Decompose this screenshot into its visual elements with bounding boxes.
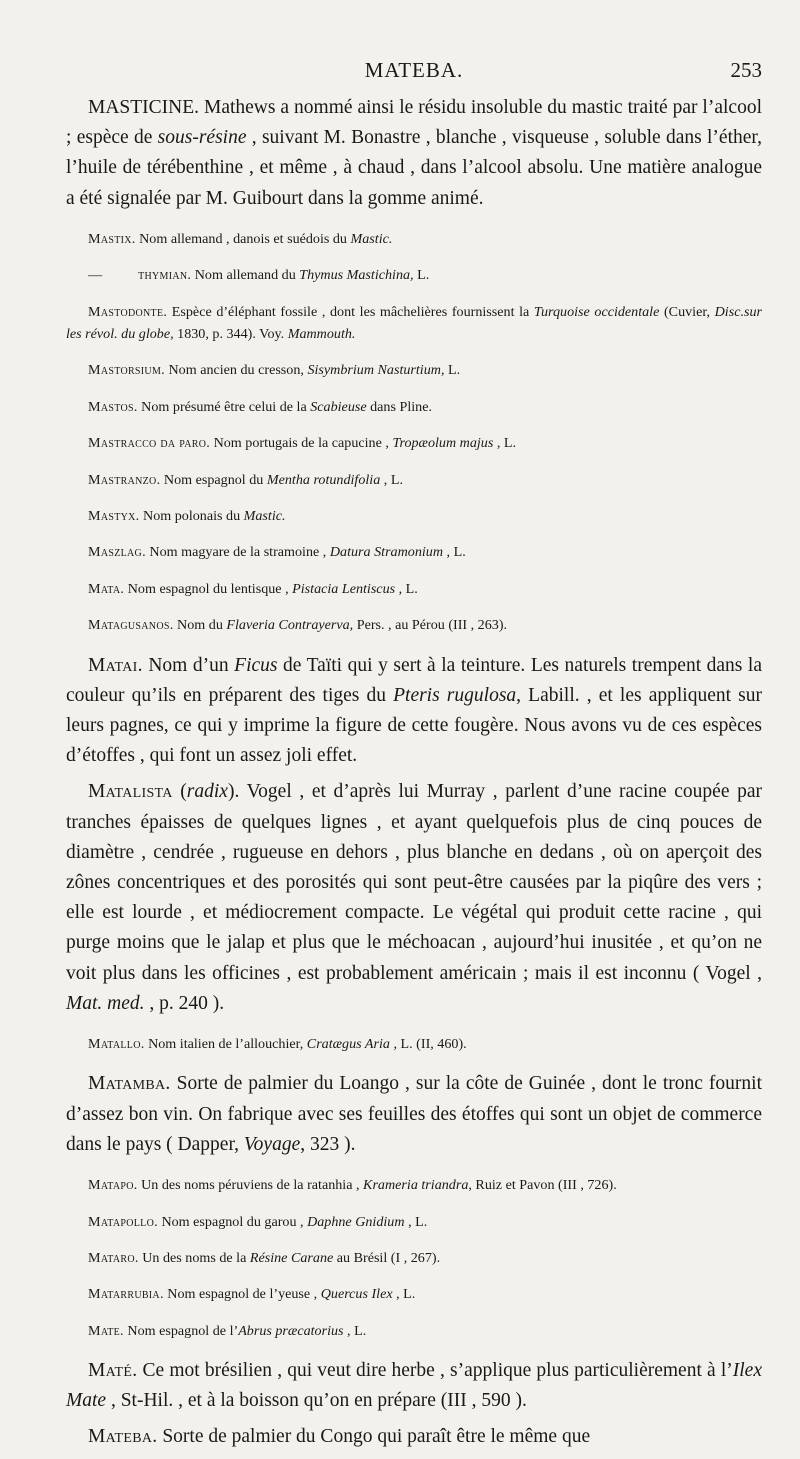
entry-mastodonte: Mastodonte. Espèce d’éléphant fossile , dont les mâchelières fournissent la Turquoise occidentale (Cuvier, Disc.sur les révol. du globe, 1830, p. 344). Voy. Mammouth.: [66, 303, 762, 342]
entry-headword: Mastranzo.: [88, 471, 161, 488]
entry-headword: Mastyx.: [88, 507, 140, 524]
entry-headword: Mate.: [88, 1322, 124, 1339]
entry-maszlag: Maszlag. Nom magyare de la stramoine , Datura Stramonium , L.: [88, 544, 466, 561]
document-page: [66, 58, 762, 1459]
entry-matapollo: Matapollo. Nom espagnol du garou , Daphne Gnidium , L.: [88, 1213, 428, 1230]
entry-headword: Maté.: [88, 1360, 138, 1382]
entry-matallo: Matallo. Nom italien de l’allouchier, Cratægus Aria , L. (II, 460).: [88, 1036, 467, 1053]
entry-matarrubia: Matarrubia. Nom espagnol de l’yeuse , Quercus Ilex , L.: [88, 1286, 416, 1303]
entry-headword: Mastorsium.: [88, 362, 165, 379]
entry-mate-bresilien: Maté. Ce mot brésilien , qui veut dire herbe , s’applique plus particulièrement à l’Ilex Mate , St-Hil. , et à la boisson qu’on en prépare (III , 590 ).: [66, 1360, 762, 1412]
entry-headword: Mataro.: [88, 1249, 139, 1266]
entry-headword: Matamba.: [88, 1073, 171, 1095]
entry-mastos: Mastos. Nom présumé être celui de la Scabieuse dans Pline.: [88, 398, 432, 415]
entry-mata: Mata. Nom espagnol du lentisque , Pistacia Lentiscus , L.: [88, 580, 418, 597]
entry-headword: Mastodonte.: [88, 303, 168, 320]
running-head: [66, 58, 762, 90]
entry-headword: MASTICINE.: [88, 97, 200, 118]
entry-mate: Mate. Nom espagnol de l’Abrus præcatorius , L.: [88, 1322, 367, 1339]
page-number: 253: [730, 58, 762, 82]
entry-headword: Matapo.: [88, 1177, 138, 1194]
entry-headword: Matagusanos.: [88, 617, 174, 634]
entry-matamba: Matamba. Sorte de palmier du Loango , sur la côte de Guinée , dont le tronc fournit d’assez bon vin. On fabrique avec ses feuilles des étoffes qui sont un objet de commerce dans le pays ( Dapper, Voyage, 323 ).: [66, 1073, 762, 1155]
entry-matalista: Matalista (radix). Vogel , et d’après lui Murray , parlent d’une racine coupée par tranches épaisses de quelques lignes , et ayant quelquefois plus de cinq pouces de diamètre , cendrée , rugueuse en dehors , plus blanche en dedans , où on aperçoit des zônes concentriques et des porosités qui sont peut-être causées par la piqûre des vers ; elle est lourde , et médiocrement compacte. Le végétal qui produit cette racine , qui purge moins que le jalap et plus que le méchoacan , aujourd’hui inusitée , et qu’on ne voit plus dans les officines , est probablement américain ; mais il est inconnu ( Vogel , Mat. med. , p. 240 ).: [66, 781, 762, 1014]
entry-mastix: Mastix. Nom allemand , danois et suédois du Mastic.: [88, 230, 393, 247]
entry-headword: Matarrubia.: [88, 1286, 164, 1303]
entry-mastyx: Mastyx. Nom polonais du Mastic.: [88, 507, 286, 524]
entry-headword: Mastos.: [88, 398, 138, 415]
entry-matapo: Matapo. Un des noms péruviens de la ratanhia , Krameria triandra, Ruiz et Pavon (III , 726).: [88, 1177, 617, 1194]
entry-headword: Mateba.: [88, 1426, 158, 1448]
entry-headword: Matai.: [88, 654, 143, 676]
entry-headword: Maszlag.: [88, 544, 146, 561]
entry-headword: Mastracco da paro.: [88, 435, 211, 452]
entry-headword: Matalista: [88, 781, 173, 803]
entry-headword: Mata.: [88, 580, 125, 597]
running-title: MATEBA.: [364, 58, 464, 82]
entry-mataro: Mataro. Un des noms de la Résine Carane au Brésil (I , 267).: [88, 1249, 441, 1266]
entry-headword: Matapollo.: [88, 1213, 158, 1230]
ditto-dash: —: [88, 267, 103, 284]
entry-mateba: Mateba. Sorte de palmier du Congo qui paraît être le même que: [88, 1426, 591, 1448]
entry-mastranzo: Mastranzo. Nom espagnol du Mentha rotundifolia , L.: [88, 471, 403, 488]
entry-mastracco-da-paro: Mastracco da paro. Nom portugais de la capucine , Tropæolum majus , L.: [88, 435, 517, 452]
entry-headword: thymian.: [138, 267, 192, 284]
entry-mastix-thymian: — thymian. Nom allemand du Thymus Mastichina, L.: [88, 267, 430, 284]
entry-masticine: MASTICINE. Mathews a nommé ainsi le résidu insoluble du mastic traité par l’alcool ; espèce de sous-résine , suivant M. Bonastre , blanche , visqueuse , soluble dans l’éther, l’huile de térébenthine , et même , à chaud , dans l’alcool absolu. Une matière analogue a été signalée par M. Guibourt dans la gomme animé.: [66, 97, 762, 209]
entry-matai: Matai. Nom d’un Ficus de Taïti qui y sert à la teinture. Les naturels trempent dans la couleur qu’ils en préparent des tiges du Pteris rugulosa, Labill. , et les appliquent sur leurs pagnes, ce qui y imprime la figure de cette fougère. Nous avons vu de ces espèces d’étoffes , qui font un assez joli effet.: [66, 654, 763, 767]
entry-headword: Mastix.: [88, 230, 136, 247]
entry-headword: Matallo.: [88, 1036, 145, 1053]
entry-mastorsium: Mastorsium. Nom ancien du cresson, Sisymbrium Nasturtium, L.: [88, 362, 461, 379]
entry-matagusanos: Matagusanos. Nom du Flaveria Contrayerva, Pers. , au Pérou (III , 263).: [88, 617, 508, 634]
